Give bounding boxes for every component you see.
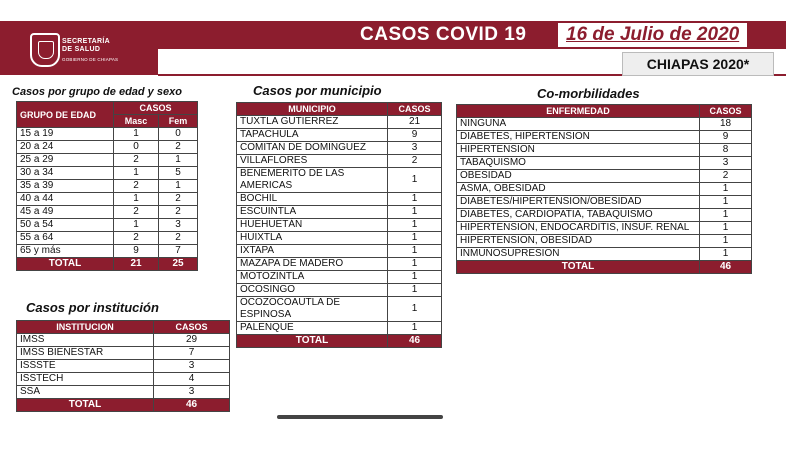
age-group-cell: 40 a 44 (17, 193, 114, 206)
cases-cell: 8 (700, 144, 752, 157)
total-label: TOTAL (17, 258, 114, 271)
cases-cell: 9 (388, 129, 442, 142)
cases-cell: 1 (700, 196, 752, 209)
col-header-institution: INSTITUCION (17, 321, 154, 334)
disease-cell: DIABETES, HIPERTENSION (457, 131, 700, 144)
region-label: CHIAPAS 2020* (622, 52, 774, 76)
municipality-cell: PALENQUE (237, 322, 388, 335)
table-row (237, 219, 442, 232)
table-row (457, 196, 752, 209)
total-fem: 25 (159, 258, 198, 271)
col-header-cases: CASOS (700, 105, 752, 118)
municipality-cell: BENEMERITO DE LAS AMERICAS (237, 168, 388, 193)
comorbidities-section-title: Co-morbilidades (537, 86, 640, 101)
table-row (17, 154, 198, 167)
total-masc: 21 (114, 258, 159, 271)
municipality-section-title: Casos por municipio (253, 83, 382, 98)
table-row (457, 235, 752, 248)
org-name-line2: DE SALUD (62, 46, 101, 53)
disease-cell: HIPERTENSION, OBESIDAD (457, 235, 700, 248)
chiapas-seal-icon (30, 33, 60, 67)
age-group-cell: 50 a 54 (17, 219, 114, 232)
col-header-cases: CASOS (388, 103, 442, 116)
cases-cell: 1 (388, 284, 442, 297)
org-name-line3: GOBIERNO DE CHIAPAS (62, 57, 119, 62)
municipality-table (236, 102, 442, 348)
age-group-cell: 15 a 19 (17, 128, 114, 141)
total-label: TOTAL (17, 399, 154, 412)
cases-cell: 3 (154, 386, 230, 399)
table-row (237, 232, 442, 245)
cases-cell: 1 (388, 297, 442, 322)
table-row (237, 258, 442, 271)
col-header-fem: Fem (159, 115, 198, 128)
total-row (17, 258, 198, 271)
report-date: 16 de Julio de 2020 (558, 23, 747, 47)
cases-cell: 3 (388, 142, 442, 155)
table-row (17, 219, 198, 232)
col-header-cases: CASOS (154, 321, 230, 334)
table-row (457, 118, 752, 131)
municipality-cell: BOCHIL (237, 193, 388, 206)
table-row (457, 170, 752, 183)
masc-cell: 1 (114, 128, 159, 141)
col-header-disease: ENFERMEDAD (457, 105, 700, 118)
cases-cell: 1 (700, 222, 752, 235)
table-row (237, 155, 442, 168)
fem-cell: 3 (159, 219, 198, 232)
total-row (457, 261, 752, 274)
cases-cell: 1 (388, 219, 442, 232)
cases-cell: 1 (388, 322, 442, 335)
masc-cell: 2 (114, 180, 159, 193)
institution-cell: ISSTECH (17, 373, 154, 386)
municipality-cell: HUIXTLA (237, 232, 388, 245)
cases-cell: 18 (700, 118, 752, 131)
municipality-cell: TUXTLA GUTIERREZ (237, 116, 388, 129)
table-row (237, 116, 442, 129)
age-group-cell: 20 a 24 (17, 141, 114, 154)
institution-cell: IMSS BIENESTAR (17, 347, 154, 360)
disease-cell: HIPERTENSION (457, 144, 700, 157)
col-header-cases: CASOS (114, 102, 198, 115)
disease-cell: NINGUNA (457, 118, 700, 131)
age-group-cell: 55 a 64 (17, 232, 114, 245)
table-row (237, 206, 442, 219)
fem-cell: 0 (159, 128, 198, 141)
cases-cell: 7 (154, 347, 230, 360)
masc-cell: 2 (114, 232, 159, 245)
masc-cell: 2 (114, 154, 159, 167)
age-group-cell: 25 a 29 (17, 154, 114, 167)
fem-cell: 1 (159, 180, 198, 193)
col-header-masc: Masc (114, 115, 159, 128)
table-row (17, 334, 230, 347)
total-label: TOTAL (237, 335, 388, 348)
masc-cell: 9 (114, 245, 159, 258)
institution-section-title: Casos por institución (26, 300, 159, 315)
cases-cell: 1 (388, 271, 442, 284)
masc-cell: 1 (114, 167, 159, 180)
fem-cell: 7 (159, 245, 198, 258)
fem-cell: 1 (159, 154, 198, 167)
col-header-municipality: MUNICIPIO (237, 103, 388, 116)
table-row (457, 144, 752, 157)
table-row (17, 373, 230, 386)
table-row (237, 193, 442, 206)
table-row (237, 129, 442, 142)
cases-cell: 1 (700, 183, 752, 196)
total-row (237, 335, 442, 348)
municipality-cell: ESCUINTLA (237, 206, 388, 219)
institution-cell: IMSS (17, 334, 154, 347)
page-title: CASOS COVID 19 (360, 24, 527, 45)
table-row (457, 209, 752, 222)
cases-cell: 21 (388, 116, 442, 129)
table-row (17, 167, 198, 180)
disease-cell: TABAQUISMO (457, 157, 700, 170)
table-row (17, 232, 198, 245)
table-row (17, 245, 198, 258)
disease-cell: DIABETES, CARDIOPATIA, TABAQUISMO (457, 209, 700, 222)
table-row (237, 142, 442, 155)
table-row (237, 297, 442, 322)
table-row (237, 284, 442, 297)
institution-cell: SSA (17, 386, 154, 399)
cases-cell: 1 (700, 248, 752, 261)
masc-cell: 2 (114, 206, 159, 219)
disease-cell: DIABETES/HIPERTENSION/OBESIDAD (457, 196, 700, 209)
municipality-cell: TAPACHULA (237, 129, 388, 142)
masc-cell: 0 (114, 141, 159, 154)
table-row (457, 222, 752, 235)
total-value: 46 (154, 399, 230, 412)
municipality-cell: VILLAFLORES (237, 155, 388, 168)
age-sex-table (16, 101, 198, 271)
cases-cell: 9 (700, 131, 752, 144)
total-label: TOTAL (457, 261, 700, 274)
cases-cell: 4 (154, 373, 230, 386)
cases-cell: 3 (154, 360, 230, 373)
age-group-cell: 30 a 34 (17, 167, 114, 180)
disease-cell: ASMA, OBESIDAD (457, 183, 700, 196)
age-group-cell: 35 a 39 (17, 180, 114, 193)
table-row (457, 248, 752, 261)
disease-cell: INMUNOSUPRESION (457, 248, 700, 261)
cases-cell: 2 (388, 155, 442, 168)
cases-cell: 1 (388, 245, 442, 258)
cases-cell: 1 (700, 235, 752, 248)
municipality-cell: MOTOZINTLA (237, 271, 388, 284)
table-row (17, 141, 198, 154)
fem-cell: 2 (159, 206, 198, 219)
table-row (17, 347, 230, 360)
total-row (17, 399, 230, 412)
comorbidities-table (456, 104, 752, 274)
table-row (237, 271, 442, 284)
municipality-cell: OCOSINGO (237, 284, 388, 297)
cases-cell: 1 (388, 193, 442, 206)
masc-cell: 1 (114, 193, 159, 206)
table-row (237, 322, 442, 335)
table-row (457, 183, 752, 196)
cases-cell: 1 (700, 209, 752, 222)
municipality-cell: MAZAPA DE MADERO (237, 258, 388, 271)
table-row (17, 128, 198, 141)
cases-cell: 1 (388, 258, 442, 271)
total-value: 46 (700, 261, 752, 274)
municipality-cell: OCOZOCOAUTLA DE ESPINOSA (237, 297, 388, 322)
table-row (237, 245, 442, 258)
fem-cell: 2 (159, 232, 198, 245)
municipality-cell: COMITAN DE DOMINGUEZ (237, 142, 388, 155)
horizontal-scrollbar[interactable] (277, 415, 443, 419)
fem-cell: 2 (159, 141, 198, 154)
cases-cell: 1 (388, 206, 442, 219)
fem-cell: 2 (159, 193, 198, 206)
age-sex-section-title: Casos por grupo de edad y sexo (12, 86, 182, 98)
institution-table (16, 320, 230, 412)
cases-cell: 2 (700, 170, 752, 183)
total-value: 46 (388, 335, 442, 348)
municipality-cell: IXTAPA (237, 245, 388, 258)
fem-cell: 5 (159, 167, 198, 180)
cases-cell: 1 (388, 168, 442, 193)
table-row (17, 180, 198, 193)
table-row (237, 168, 442, 193)
table-row (17, 386, 230, 399)
table-row (17, 193, 198, 206)
age-group-cell: 45 a 49 (17, 206, 114, 219)
institution-cell: ISSSTE (17, 360, 154, 373)
disease-cell: HIPERTENSION, ENDOCARDITIS, INSUF. RENAL (457, 222, 700, 235)
age-group-cell: 65 y más (17, 245, 114, 258)
cases-cell: 3 (700, 157, 752, 170)
cases-cell: 29 (154, 334, 230, 347)
table-row (17, 360, 230, 373)
org-name-line1: SECRETARÍA (62, 38, 110, 45)
cases-cell: 1 (388, 232, 442, 245)
masc-cell: 1 (114, 219, 159, 232)
table-row (457, 157, 752, 170)
municipality-cell: HUEHUETÁN (237, 219, 388, 232)
disease-cell: OBESIDAD (457, 170, 700, 183)
table-row (17, 206, 198, 219)
col-header-age-group: GRUPO DE EDAD (17, 102, 114, 128)
table-row (457, 131, 752, 144)
